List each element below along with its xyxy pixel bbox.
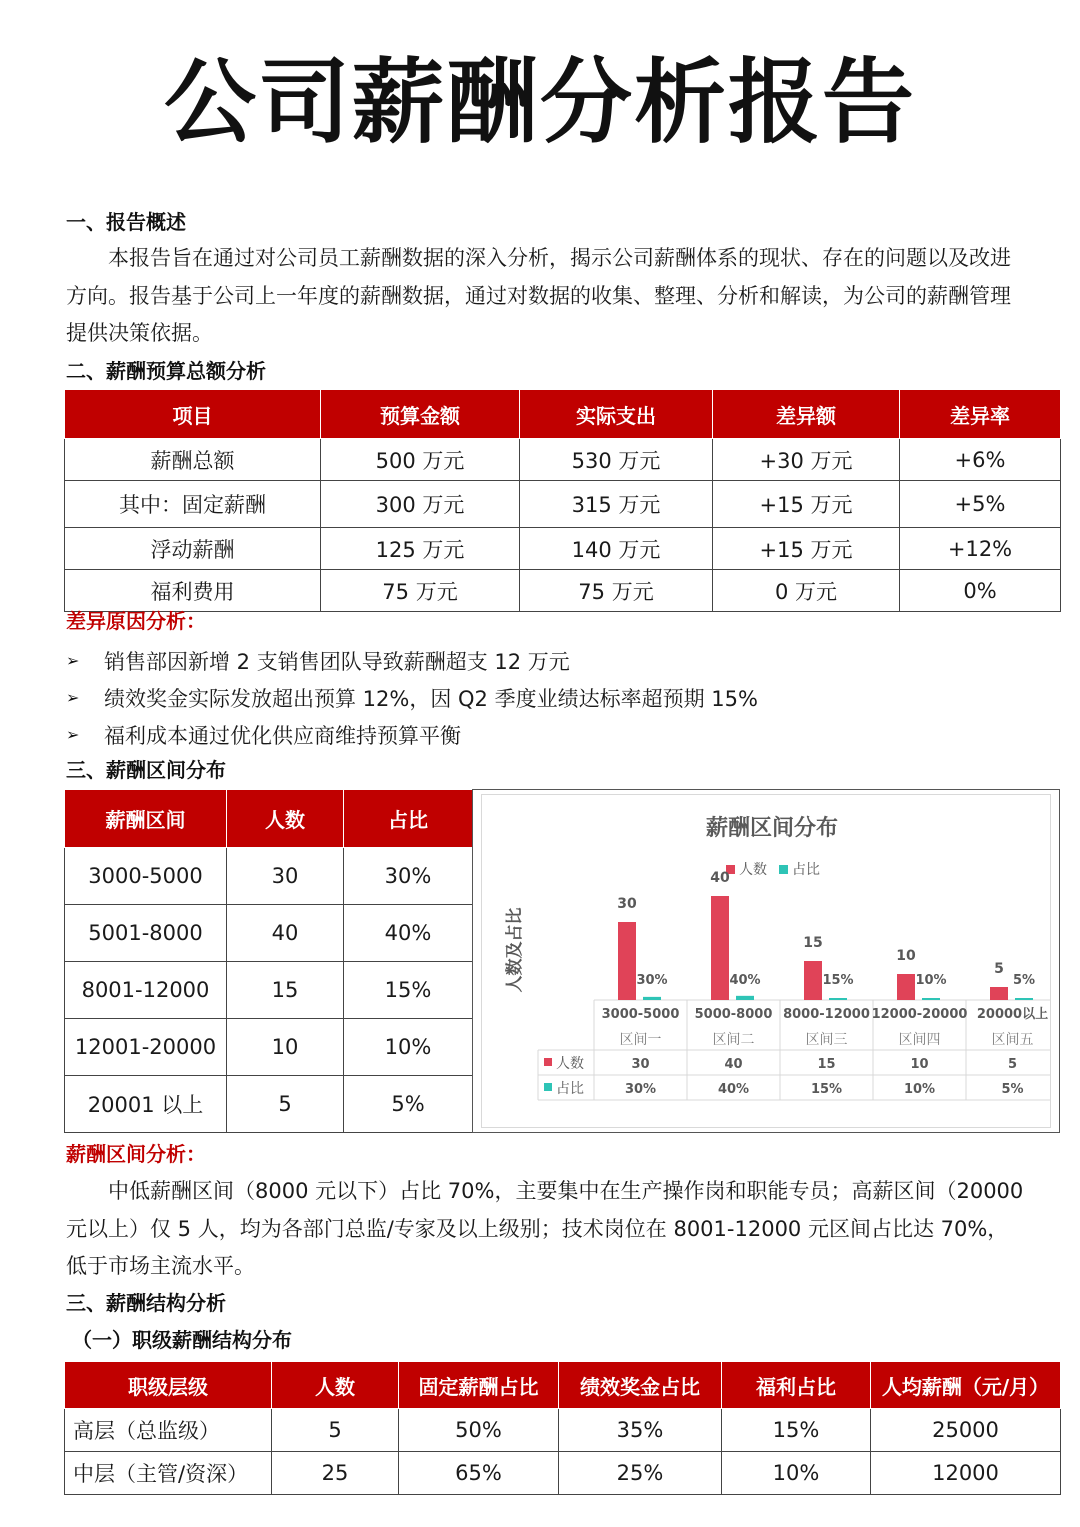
data-table-ratio: 15%	[810, 1082, 843, 1097]
chart-plot-frame	[481, 794, 1051, 1128]
data-label-ratio: 15%	[822, 973, 854, 988]
data-table-count: 5	[1007, 1057, 1018, 1072]
legend-label-ratio: 占比	[792, 862, 820, 878]
table-cell: 浮动薪酬	[65, 528, 321, 570]
range-header-cell: 占比	[344, 790, 473, 848]
salary-range-table	[64, 789, 473, 1133]
x-tick-label: 20000以上	[976, 1007, 1049, 1022]
table-cell: 30%	[344, 848, 473, 905]
x-tick-sublabel: 区间五	[991, 1032, 1034, 1048]
list-item	[66, 642, 1026, 679]
table-cell: +15 万元	[713, 528, 900, 570]
data-table-key-ratio	[544, 1083, 552, 1091]
table-cell: 中层（主管/资深）	[65, 1452, 272, 1495]
table-cell: 5	[272, 1409, 399, 1452]
table-row	[65, 570, 1061, 612]
x-tick-sublabel: 区间四	[898, 1032, 941, 1048]
level-header-cell: 绩效奖金占比	[559, 1362, 722, 1409]
data-table-key-count	[544, 1058, 552, 1066]
bar-count	[618, 922, 636, 1000]
table-cell: 5	[227, 1076, 344, 1133]
range-header-cell: 薪酬区间	[65, 790, 227, 848]
table-row	[65, 481, 1061, 528]
table-row	[65, 905, 473, 962]
bar-count	[990, 987, 1008, 1000]
report-title: 公司薪酬分析报告	[163, 49, 916, 156]
table-cell: 25000	[871, 1409, 1061, 1452]
variance-reason-list	[66, 642, 1026, 753]
level-header-cell: 福利占比	[722, 1362, 871, 1409]
table-cell: 10%	[344, 1019, 473, 1076]
chart-svg	[482, 795, 1050, 1127]
table-cell: 500 万元	[321, 439, 520, 481]
list-item-text: 绩效奖金实际发放超出预算 12%，因 Q2 季度业绩达标率超预期 15%	[104, 686, 758, 711]
data-table-ratio: 30%	[624, 1082, 657, 1097]
level-header-cell: 固定薪酬占比	[399, 1362, 559, 1409]
bar-count	[711, 896, 729, 1000]
data-table-count: 30	[631, 1057, 650, 1072]
x-tick-sublabel: 区间三	[805, 1032, 848, 1048]
table-cell: 薪酬总额	[65, 439, 321, 481]
table-cell: +30 万元	[713, 439, 900, 481]
arrow-bullet-icon: ➢	[66, 725, 80, 744]
table-row	[65, 1076, 473, 1133]
legend-swatch-ratio	[779, 865, 788, 874]
legend-label-count: 人数	[739, 862, 767, 878]
section-heading-distribution: 三、薪酬区间分布	[66, 758, 226, 782]
section-heading-budget: 二、薪酬预算总额分析	[66, 359, 266, 383]
table-cell: +6%	[900, 439, 1061, 481]
table-cell: 15	[227, 962, 344, 1019]
table-row	[65, 848, 473, 905]
x-tick-label: 8000-12000	[783, 1007, 870, 1022]
distribution-analysis-text: 中低薪酬区间（8000 元以下）占比 70%，主要集中在生产操作岗和职能专员；高薪区间（20000 元以上）仅 5 人，均为各部门总监/专家及以上级别；技术岗位在 8001-12000 元区间占比达 70%，低于市场主流水平。	[66, 1179, 1024, 1278]
bar-ratio	[736, 996, 754, 1000]
data-table-row-count: 人数	[556, 1056, 584, 1072]
data-label-count: 30	[617, 896, 637, 912]
level-header-cell: 人数	[272, 1362, 399, 1409]
budget-table-header	[65, 390, 1061, 439]
table-cell: 50%	[399, 1409, 559, 1452]
x-tick-sublabel: 区间一	[619, 1032, 662, 1048]
level-header-cell: 人均薪酬（元/月）	[871, 1362, 1061, 1409]
table-cell: 8001-12000	[65, 962, 227, 1019]
table-cell: 300 万元	[321, 481, 520, 528]
table-cell: +12%	[900, 528, 1061, 570]
table-cell: 25	[272, 1452, 399, 1495]
overview-text: 本报告旨在通过对公司员工薪酬数据的深入分析，揭示公司薪酬体系的现状、存在的问题以及改进方向。报告基于公司上一年度的薪酬数据，通过对数据的收集、整理、分析和解读，为公司的薪酬管理提供决策依据。	[66, 246, 1011, 345]
table-cell: 0 万元	[713, 570, 900, 612]
table-cell: 530 万元	[520, 439, 713, 481]
table-cell: 5%	[344, 1076, 473, 1133]
arrow-bullet-icon: ➢	[66, 688, 80, 707]
x-tick-label: 3000-5000	[601, 1007, 680, 1022]
data-label-count: 5	[994, 961, 1004, 977]
table-row	[65, 528, 1061, 570]
x-tick-label: 12000-20000	[871, 1007, 968, 1022]
table-cell: 15%	[722, 1409, 871, 1452]
bar-ratio	[1015, 998, 1033, 1000]
level-table-header	[65, 1362, 1061, 1409]
table-cell: 福利费用	[65, 570, 321, 612]
bar-count	[804, 961, 822, 1000]
table-row	[65, 1019, 473, 1076]
table-cell: 0%	[900, 570, 1061, 612]
table-cell: 125 万元	[321, 528, 520, 570]
table-cell: 12000	[871, 1452, 1061, 1495]
table-row	[65, 962, 473, 1019]
list-item-text: 销售部因新增 2 支销售团队导致薪酬超支 12 万元	[104, 649, 570, 674]
bar-ratio	[829, 998, 847, 1000]
subsection-heading-level: （一）职级薪酬结构分布	[72, 1328, 292, 1352]
table-cell: 40%	[344, 905, 473, 962]
table-cell: 140 万元	[520, 528, 713, 570]
y-axis-label: 人数及占比	[505, 907, 525, 993]
salary-distribution-chart	[472, 789, 1060, 1133]
table-cell: 10	[227, 1019, 344, 1076]
data-table-ratio: 5%	[1001, 1082, 1024, 1097]
data-table-count: 40	[724, 1057, 743, 1072]
list-item	[66, 679, 1026, 716]
bar-ratio	[643, 997, 661, 1000]
x-tick-sublabel: 区间二	[712, 1032, 755, 1048]
budget-header-cell: 差异率	[900, 390, 1061, 439]
level-header-cell: 职级层级	[65, 1362, 272, 1409]
distribution-analysis-heading: 薪酬区间分析：	[66, 1142, 206, 1166]
section-heading-structure: 三、薪酬结构分析	[66, 1291, 226, 1315]
table-cell: 25%	[559, 1452, 722, 1495]
table-cell: 20001 以上	[65, 1076, 227, 1133]
table-cell: 12001-20000	[65, 1019, 227, 1076]
data-label-ratio: 30%	[636, 973, 668, 988]
data-table-ratio: 40%	[717, 1082, 750, 1097]
level-structure-table	[64, 1361, 1061, 1495]
data-label-count: 40	[710, 870, 730, 886]
data-table-row-ratio: 占比	[556, 1081, 584, 1097]
table-cell: 75 万元	[321, 570, 520, 612]
chart-title: 薪酬区间分布	[705, 816, 839, 841]
range-table-header	[65, 790, 473, 848]
table-cell: 3000-5000	[65, 848, 227, 905]
table-cell: 75 万元	[520, 570, 713, 612]
data-label-ratio: 5%	[1012, 973, 1036, 988]
overview-paragraph	[66, 240, 1026, 353]
budget-header-cell: 预算金额	[321, 390, 520, 439]
bar-count	[897, 974, 915, 1000]
table-cell: 35%	[559, 1409, 722, 1452]
section-heading-overview: 一、报告概述	[66, 210, 186, 234]
distribution-analysis-paragraph	[66, 1173, 1026, 1286]
data-label-count: 10	[896, 948, 916, 964]
table-cell: 40	[227, 905, 344, 962]
table-row	[65, 1452, 1061, 1495]
table-row	[65, 1409, 1061, 1452]
table-cell: 高层（总监级）	[65, 1409, 272, 1452]
table-cell: 315 万元	[520, 481, 713, 528]
table-cell: 15%	[344, 962, 473, 1019]
data-label-count: 15	[803, 935, 823, 951]
data-table-ratio: 10%	[903, 1082, 936, 1097]
arrow-bullet-icon: ➢	[66, 651, 80, 670]
budget-table	[64, 389, 1061, 612]
table-cell: +15 万元	[713, 481, 900, 528]
table-cell: 30	[227, 848, 344, 905]
budget-header-cell: 差异额	[713, 390, 900, 439]
variance-reason-heading: 差异原因分析：	[66, 609, 206, 633]
data-label-ratio: 10%	[915, 973, 947, 988]
bar-ratio	[922, 998, 940, 1000]
list-item	[66, 716, 1026, 753]
budget-header-cell: 实际支出	[520, 390, 713, 439]
table-row	[65, 439, 1061, 481]
list-item-text: 福利成本通过优化供应商维持预算平衡	[104, 723, 461, 748]
data-label-ratio: 40%	[729, 973, 761, 988]
table-cell: 其中：固定薪酬	[65, 481, 321, 528]
table-cell: 10%	[722, 1452, 871, 1495]
table-cell: 5001-8000	[65, 905, 227, 962]
range-header-cell: 人数	[227, 790, 344, 848]
data-table-count: 10	[910, 1057, 929, 1072]
table-cell: 65%	[399, 1452, 559, 1495]
x-tick-label: 5000-8000	[694, 1007, 773, 1022]
table-cell: +5%	[900, 481, 1061, 528]
budget-header-cell: 项目	[65, 390, 321, 439]
data-table-count: 15	[817, 1057, 836, 1072]
